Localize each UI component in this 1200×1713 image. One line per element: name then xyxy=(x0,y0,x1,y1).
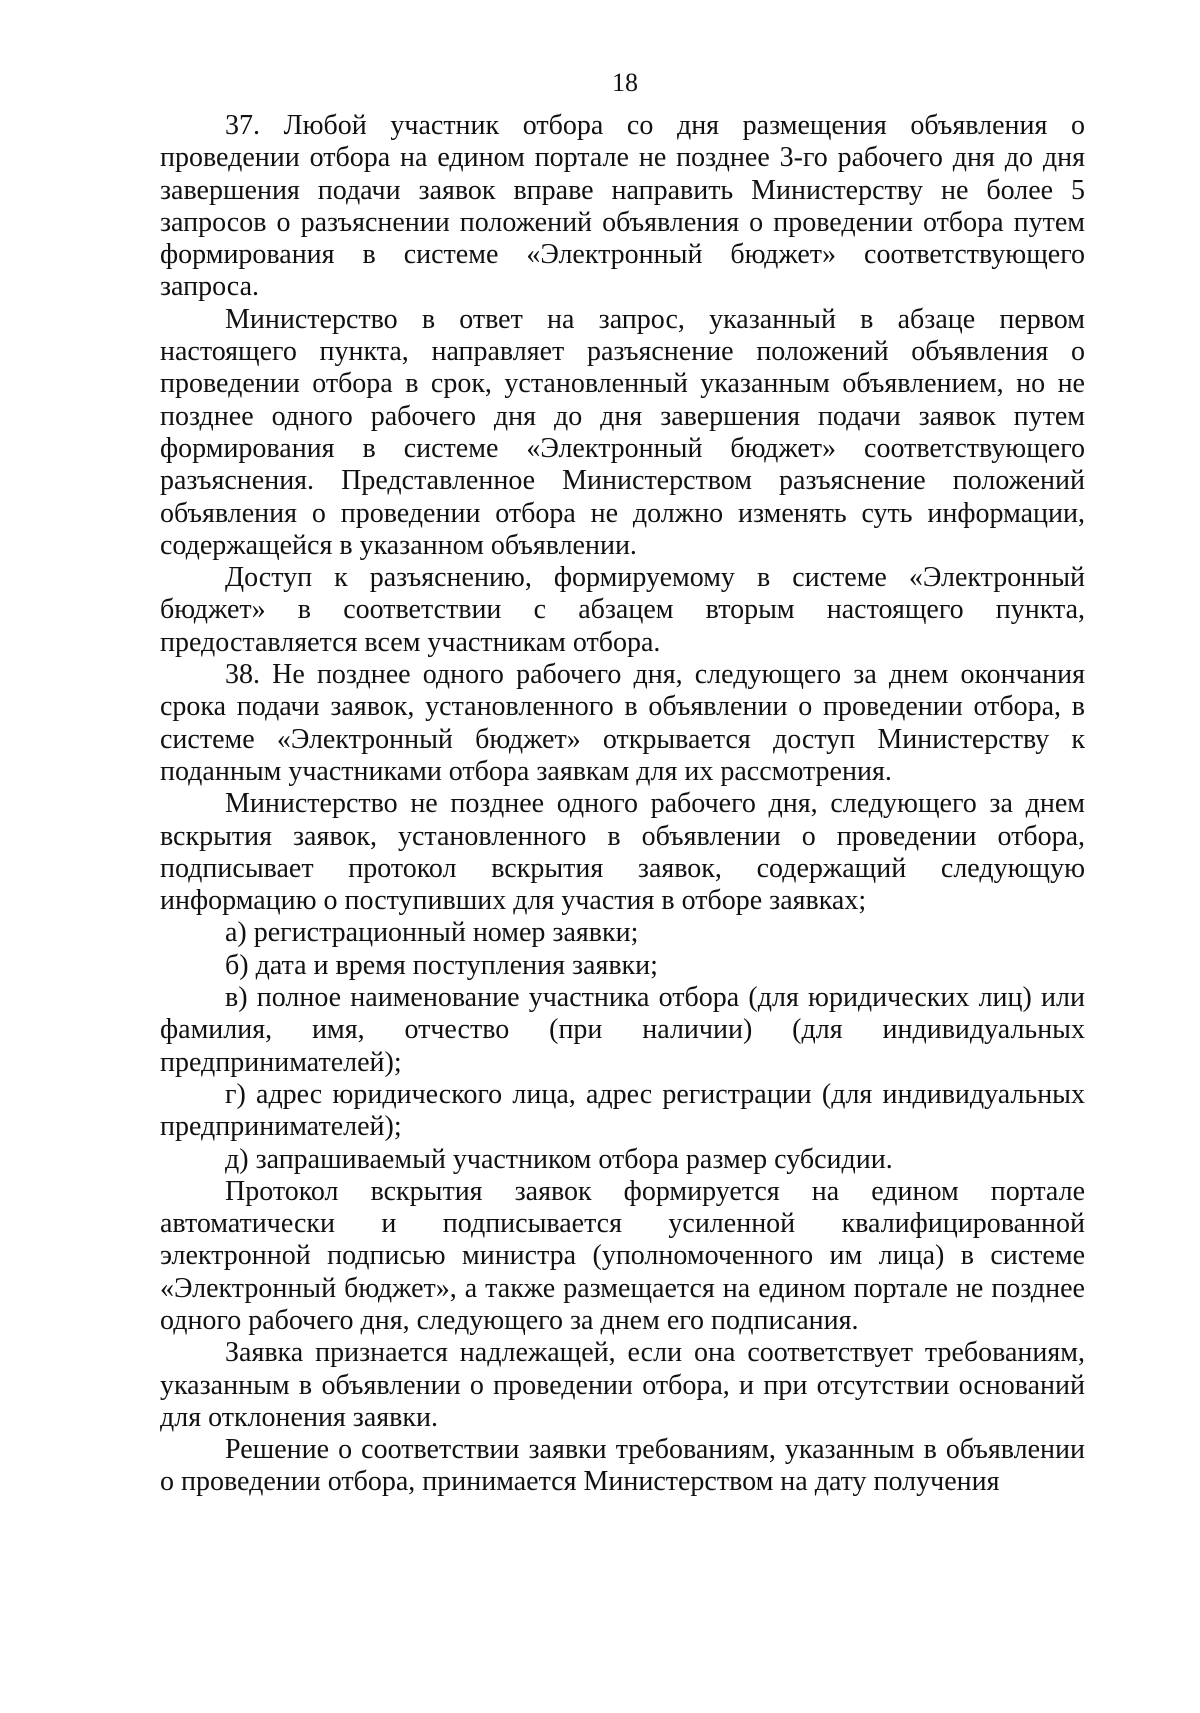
paragraph-38: 38. Не позднее одного рабочего дня, следующего за днем окончания срока подачи заявок, установленного в объявлении о проведении отбора, в системе «Электронный бюджет» открывается доступ Министерству к поданным участниками отбора заявкам для их рассмотрения. xyxy=(160,659,1085,787)
paragraph-37: 37. Любой участник отбора со дня размещения объявления о проведении отбора на едином портале не позднее 3-го рабочего дня до дня завершения подачи заявок вправе направить Министерству не более 5 запросов о разъяснении положений объявления о проведении отбора путем формирования в системе «Электронный бюджет» соответствующего запроса. xyxy=(160,110,1085,303)
list-item-a: а) регистрационный номер заявки; xyxy=(225,917,639,949)
paragraph-ministry-response: Министерство в ответ на запрос, указанный в абзаце первом настоящего пункта, направляет разъяснение положений объявления о проведении отбора в срок, установленный указанным объявлением, но не позднее одного рабочего дня до дня завершения подачи заявок путем формирования в системе «Электронный бюджет» соответствующего разъяснения. Представленное Министерством разъяснение положений объявления о проведении отбора не должно изменять суть информации, содержащейся в указанном объявлении. xyxy=(160,303,1085,561)
list-item-g: г) адрес юридического лица, адрес регистрации (для индивидуальных предпринимателей); xyxy=(160,1078,1085,1143)
list-item-v: в) полное наименование участника отбора (для юридических лиц) или фамилия, имя, отчество (при наличии) (для индивидуальных предпринимателей); xyxy=(160,982,1085,1078)
page-number: 18 xyxy=(612,68,638,97)
paragraph-access-to-clarification: Доступ к разъяснению, формируемому в системе «Электронный бюджет» в соответствии с абзацем вторым настоящего пункта, предоставляется всем участникам отбора. xyxy=(160,562,1085,658)
paragraph-proper-application: Заявка признается надлежащей, если она соответствует требованиям, указанным в объявлении о проведении отбора, и при отсутствии оснований для отклонения заявки. xyxy=(160,1337,1085,1433)
paragraph-protocol-signing: Протокол вскрытия заявок формируется на едином портале автоматически и подписывается усиленной квалифицированной электронной подписью министра (уполномоченного им лица) в системе «Электронный бюджет», а также размещается на едином портале не позднее одного рабочего дня, следующего за днем его подписания. xyxy=(160,1175,1085,1336)
document-body xyxy=(160,110,1085,1499)
paragraph-decision: Решение о соответствии заявки требованиям, указанным в объявлении о проведении отбора, принимается Министерством на дату получения xyxy=(160,1434,1085,1498)
paragraph-opening-protocol: Министерство не позднее одного рабочего дня, следующего за днем вскрытия заявок, установленного в объявлении о проведении отбора, подписывает протокол вскрытия заявок, содержащий следующую информацию о поступивших для участия в отборе заявках; xyxy=(160,788,1085,917)
list-item-d: д) запрашиваемый участником отбора размер субсидии. xyxy=(225,1143,893,1175)
list-item-b: б) дата и время поступления заявки; xyxy=(225,949,658,981)
